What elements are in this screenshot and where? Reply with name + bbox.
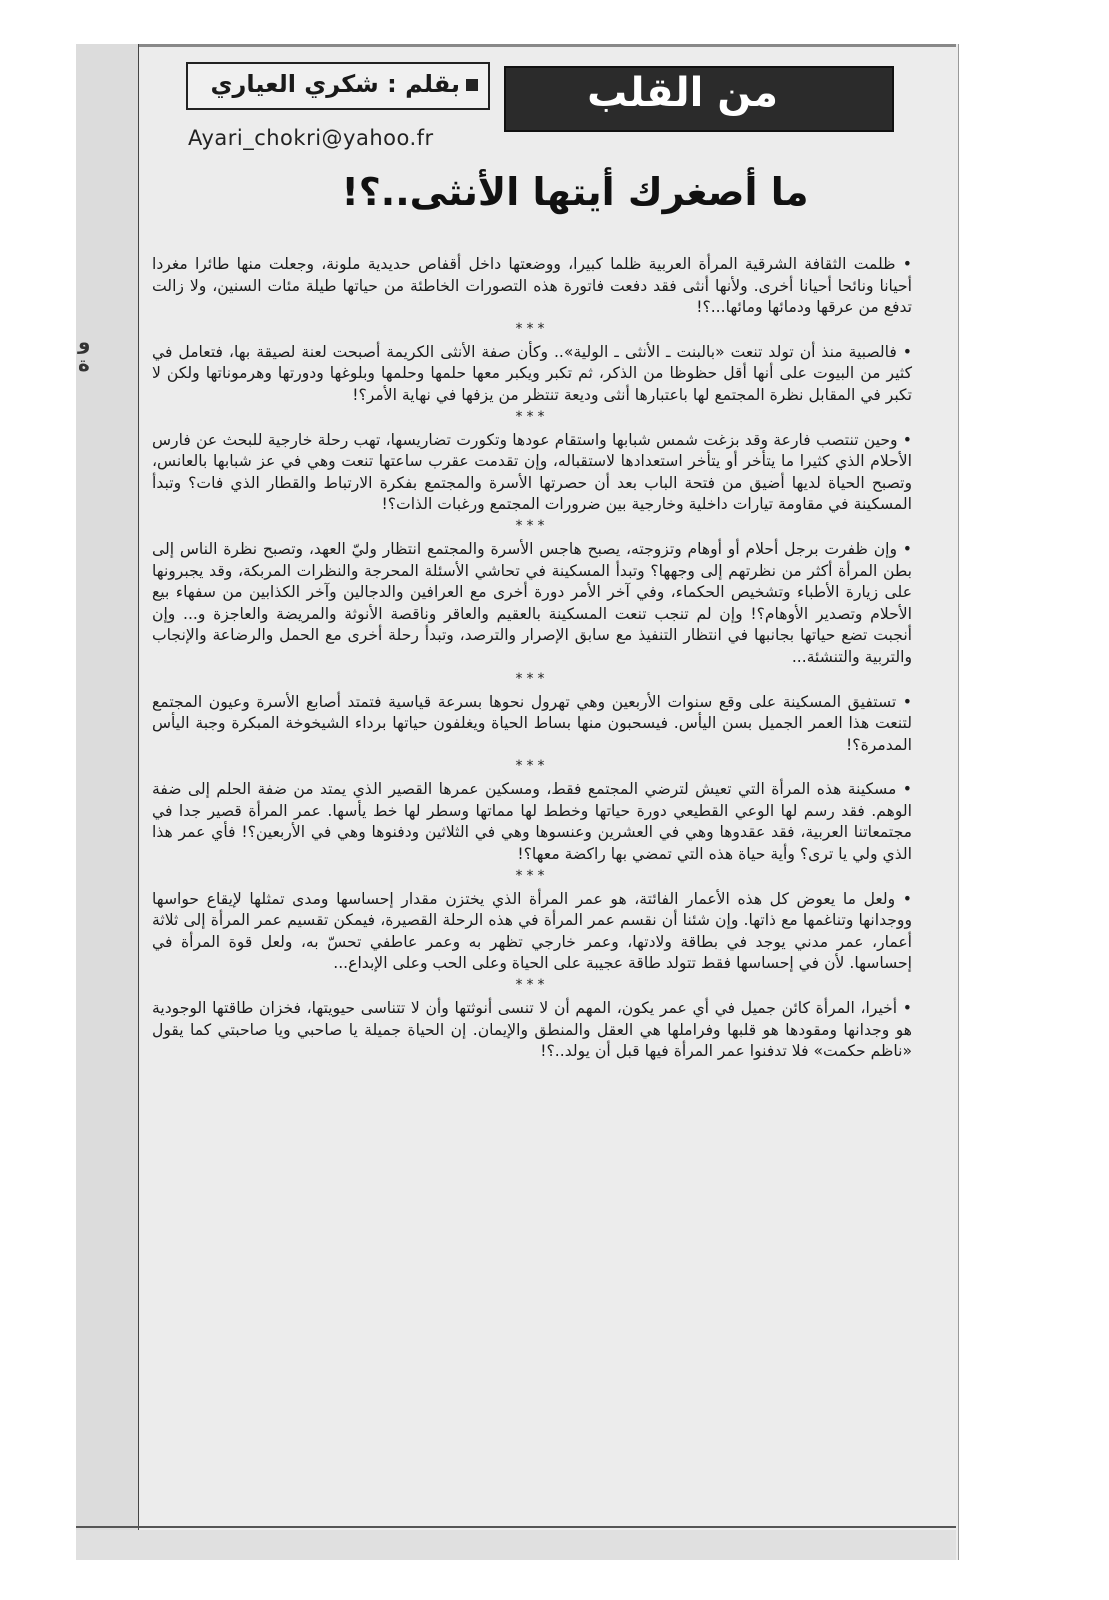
author-email: Ayari_chokri@yahoo.fr <box>188 126 434 150</box>
article-paragraph: • أخيرا، المرأة كائن جميل في أي عمر يكون، المهم أن لا تنسى أنوثتها وأن لا تتناسى حيويتها، فخزان طاقتها الوجودية هو وجدانها ومقودها هو قلبها وفراملها هي العقل والمنطق والإيمان. إن الحياة جميلة يا صاحبي ويا صاحبتي كما يقول «ناظم حكمت» فلا تدفنوا عمر المرأة فيها قبل أن يولد..؟! <box>152 999 912 1061</box>
section-separator: *** <box>515 320 549 337</box>
column-name: من القلب <box>587 70 778 116</box>
article-paragraph: • وحين تنتصب فارعة وقد بزغت شمس شبابها واستقام عودها وتكورت تضاريسها، تهب رحلة خارجية للبحث عن فارس الأحلام الذي كثيرا ما يتأخر أو يتأخر استعدادها لاستقباله، وإن تقدمت عقرب ساعتها تنعت وهي في عز شبابها بالعانس، وتصبح الحياة لديها أضيق من فتحة الباب بعد أن حصرتها الأسرة والمجتمع بفكرة الارتباط والقطار الذي فات؟ وتبدأ المسكينة في مقاومة تيارات داخلية وخارجية بين ضرورات المجتمع ورغبات الذات؟! <box>152 430 912 514</box>
scan-top-edge <box>76 44 956 47</box>
section-separator: *** <box>515 867 549 884</box>
section-separator: *** <box>515 977 549 994</box>
article-body <box>152 254 912 1063</box>
article-headline: ما أصغرك أيتها الأنثى..؟! <box>341 170 809 214</box>
byline-box <box>186 62 490 110</box>
adjacent-column-fragment: ة <box>78 352 90 376</box>
bottom-rule <box>76 1526 956 1528</box>
section-separator: *** <box>515 408 549 425</box>
section-separator: *** <box>515 670 549 687</box>
article-paragraph: • تستفيق المسكينة على وقع سنوات الأربعين وهي تهرول نحوها بسرعة قياسية فتمتد أصابع الأسرة وعيون المجتمع لتنعت هذا العمر الجميل بسن اليأس. فيسحبون منها بساط الحياة ويغلفون حياتها برداء الشيخوخة المبكرة وجبة اليأس المدمرة؟! <box>152 692 912 754</box>
section-separator: *** <box>515 758 549 775</box>
column-header-box <box>504 66 894 132</box>
article-paragraph: • مسكينة هذه المرأة التي تعيش لترضي المجتمع فقط، ومسكين عمرها القصير الذي يمتد من ضفة الحلم إلى ضفة الوهم. فقد رسم لها الوعي القطيعي دورة حياتها وخطط لها مماتها وسطر لها خط يأسها. عمر المرأة قصير جدا في مجتمعاتنا العربية، فقد عقدوها وهي في العشرين وعنسوها وهي في الثلاثين ودفنوها وهي في الأربعين؟! فأي عمر هذا الذي ولي يا ترى؟ وأية حياة هذه التي تمضي بها راكضة معها؟! <box>152 780 912 864</box>
column-rule <box>138 44 139 1560</box>
article-paragraph: • ولعل ما يعوض كل هذه الأعمار الفائتة، هو عمر المرأة الذي يختزن مقدار إحساسها ومدى تمثلها لإيقاع حواسها ووجدانها وتناغمها مع ذاتها. وإن شئنا أن نقسم عمر المرأة في هذه الرحلة القصيرة، فيمكن تقسيم عمر المرأة إلى ثلاثة أعمار، عمر مدني يوجد في بطاقة ولادتها، وعمر خارجي تظهر به وعمر عاطفي تحسّ به، ولعل قوة المرأة في إحساسها. لأن في إحساسها فقط تتولد طاقة عجيبة على الحياة وعلى الحب وعلى الإبداع... <box>152 889 912 973</box>
article-paragraph: • وإن ظفرت برجل أحلام أو أوهام وتزوجته، يصبح هاجس الأسرة والمجتمع انتظار وليّ العهد، وتصبح نظرة الناس إلى بطن المرأة أكثر من نظرتهم إلى وجهها؟ وتبدأ المسكينة في تحاشي الأسئلة المحرجة والنظرات المربكة، وقد يجبرونها على زيارة الأطباء وتشخيص الحكماء، وفي آخر الأمر دورة أخرى مع العرافين والدجالين وآخر الكذابين من سفهاء بيع الأحلام وتصدير الأوهام؟! وإن لم تنجب تنعت المسكينة بالعقيم والعاقر وناقصة الأنوثة والمريضة والعاجزة و... وإن أنجبت تضع حياتها بجانبها في انتظار التنفيذ مع سابق الإصرار والترصد، وتبدأ رحلة أخرى مع الحمل والرضاعة والإنجاب والتربية والتنشئة... <box>152 539 912 666</box>
article-paragraph: • فالصبية منذ أن تولد تنعت «بالبنت ـ الأنثى ـ الولية».. وكأن صفة الأنثى الكريمة أصبحت لعنة لصيقة بها، فتعامل في كثير من البيوت على أنها أقل حظوظا من الذكر، ثم تكبر ويكبر معها حلمها وحلمها وبلوغها ودورتها وهرموناتها ولكن لا تكبر في المقابل نظرة المجتمع لها باعتبارها أنثى وديعة تنتظر من يزفها في نهاية الأمر؟! <box>152 342 912 404</box>
adjacent-column-strip <box>76 44 138 1560</box>
article-paragraph: • ظلمت الثقافة الشرقية المرأة العربية ظلما كبيرا، ووضعتها داخل أقفاص حديدية ملونة، وجعلت منها طائرا مغردا أحيانا ونائحا أحيانا أخرى. ولأنها أنثى فقد دفعت فاتورة هذه التصورات الخاطئة من حياتها طيلة مئات السنين، ولا زالت تدفع من عرقها ودمائها ومائها...؟! <box>152 255 912 317</box>
bottom-strip <box>76 1530 956 1560</box>
section-separator: *** <box>515 517 549 534</box>
byline: بقلم : شكري العياري <box>210 70 460 98</box>
bullet-square-icon <box>466 79 478 91</box>
adjacent-column-fragment: و <box>78 330 91 354</box>
